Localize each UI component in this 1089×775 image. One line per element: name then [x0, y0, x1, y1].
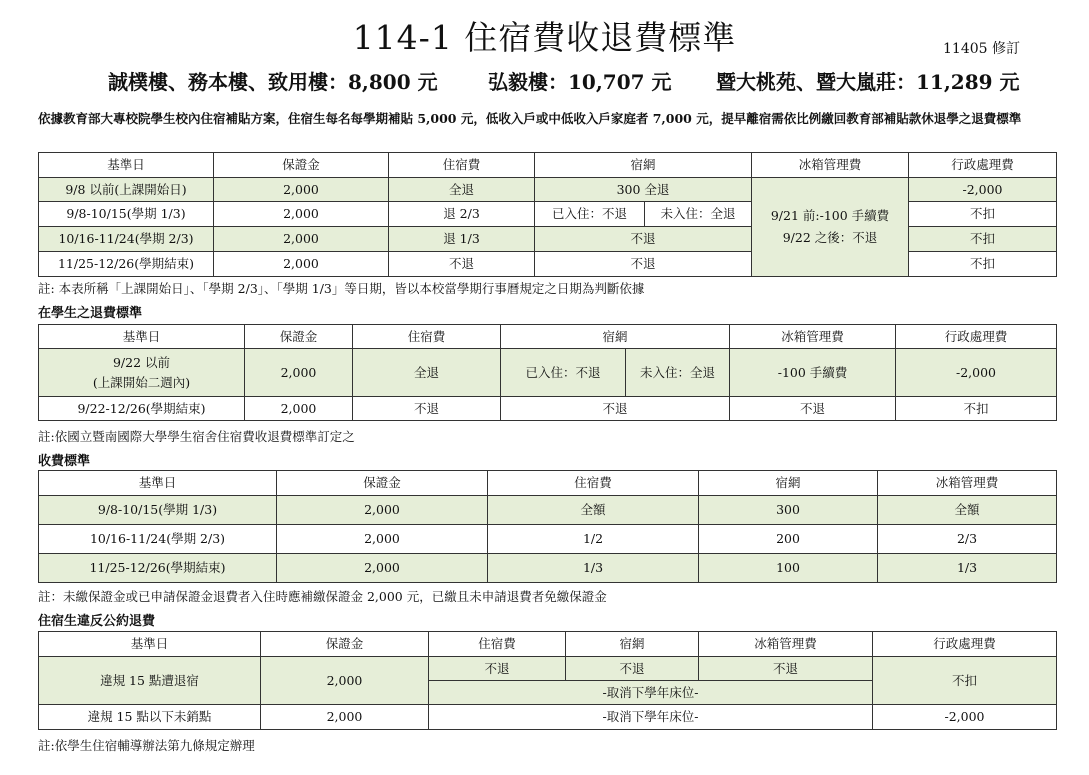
header-base-date: 基準日	[39, 632, 261, 657]
fee-building-group-1: 誠樸樓、務本樓、致用樓：8,800 元	[108, 70, 438, 94]
header-deposit: 保證金	[245, 325, 353, 349]
header-fridge-fee: 冰箱管理費	[730, 325, 896, 349]
header-network: 宿網	[535, 153, 752, 178]
header-lodging-fee: 住宿費	[488, 471, 699, 496]
table-row: 11/25-12/26(學期結束) 2,000 1/3 100 1/3	[39, 554, 1057, 583]
header-base-date: 基準日	[39, 153, 214, 178]
section-title-fee-standard: 收費標準	[38, 454, 91, 469]
subsidy-intro: 依據教育部大專校院學生校內住宿補貼方案，住宿生每名每學期補貼 5,000 元，低收入戶或中低收入戶家庭者 7,000 元，提早離宿需依比例繳回教育部補貼款休退學之退費標準	[38, 111, 1022, 126]
header-fridge-fee: 冰箱管理費	[699, 632, 873, 657]
revision-note: 11405 修訂	[943, 41, 1020, 57]
table-row: 10/16-11/24(學期 2/3) 2,000 退 1/3 不退 不扣	[39, 227, 1057, 252]
table-row: 11/25-12/26(學期結束) 2,000 不退 不退 不扣	[39, 252, 1057, 277]
header-network: 宿網	[501, 325, 730, 349]
table-row: -取消下學年床位-	[39, 681, 1057, 705]
header-base-date: 基準日	[39, 325, 245, 349]
table-row: 10/16-11/24(學期 2/3) 2,000 1/2 200 2/3	[39, 525, 1057, 554]
header-lodging-fee: 住宿費	[429, 632, 566, 657]
section-title-violation: 住宿生違反公約退費	[38, 614, 156, 629]
table-row: 9/22 以前 (上課開始二週內) 2,000 全退 已入住：不退 未入住：全退 -100 手續費 -2,000	[39, 349, 1057, 397]
header-lodging-fee: 住宿費	[353, 325, 501, 349]
header-admin-fee: 行政處理費	[873, 632, 1057, 657]
header-deposit: 保證金	[261, 632, 429, 657]
enrolled-refund-table	[38, 324, 1057, 421]
page-title: 114-1 住宿費收退費標準	[352, 18, 737, 57]
header-base-date: 基準日	[39, 471, 277, 496]
note-enrolled: 註:依國立暨南國際大學學生宿舍住宿費收退費標準訂定之	[38, 429, 355, 444]
header-admin-fee: 行政處理費	[896, 325, 1057, 349]
table-row: 違規 15 點以下未銷點 2,000 -取消下學年床位- -2,000	[39, 705, 1057, 730]
note-fee-standard: 註：未繳保證金或已申請保證金退費者入住時應補繳保證金 2,000 元，已繳且未申請退費者免繳保證金	[38, 589, 607, 604]
header-fridge-fee: 冰箱管理費	[878, 471, 1057, 496]
header-lodging-fee: 住宿費	[389, 153, 535, 178]
fee-building-group-3: 暨大桃苑、暨大嵐莊：11,289 元	[716, 70, 1020, 94]
header-deposit: 保證金	[277, 471, 488, 496]
header-deposit: 保證金	[214, 153, 389, 178]
section-title-enrolled: 在學生之退費標準	[38, 306, 143, 321]
table-row: 9/8-10/15(學期 1/3) 2,000 退 2/3 已入住：不退 未入住：全退 不扣	[39, 202, 1057, 227]
table-row: 9/8-10/15(學期 1/3) 2,000 全額 300 全額	[39, 496, 1057, 525]
violation-refund-table	[38, 631, 1057, 730]
table-row: 9/22-12/26(學期結束) 2,000 不退 不退 不退 不扣	[39, 397, 1057, 421]
table-row: 違規 15 點遭退宿 2,000 不退 不退 不退 不扣	[39, 657, 1057, 681]
section-title-withdrawal: 休退學之退費標準	[921, 111, 1022, 126]
fee-building-group-2: 弘毅樓：10,707 元	[488, 70, 672, 94]
withdrawal-refund-table	[38, 152, 1057, 277]
table-row: 9/8 以前(上課開始日) 2,000 全退 300 全退 9/21 前:-100 手續費 9/22 之後：不退 -2,000	[39, 178, 1057, 202]
fee-standard-table	[38, 470, 1057, 583]
fridge-refund-cell: 9/21 前:-100 手續費 9/22 之後：不退	[752, 178, 909, 277]
header-fridge-fee: 冰箱管理費	[752, 153, 909, 178]
header-network: 宿網	[566, 632, 699, 657]
note-violation: 註:依學生住宿輔導辦法第九條規定辦理	[38, 738, 255, 753]
note-withdrawal: 註: 本表所稱「上課開始日」、「學期 2/3」、「學期 1/3」等日期，皆以本校當學期行事曆規定之日期為判斷依據	[38, 281, 645, 296]
header-network: 宿網	[699, 471, 878, 496]
header-admin-fee: 行政處理費	[909, 153, 1057, 178]
